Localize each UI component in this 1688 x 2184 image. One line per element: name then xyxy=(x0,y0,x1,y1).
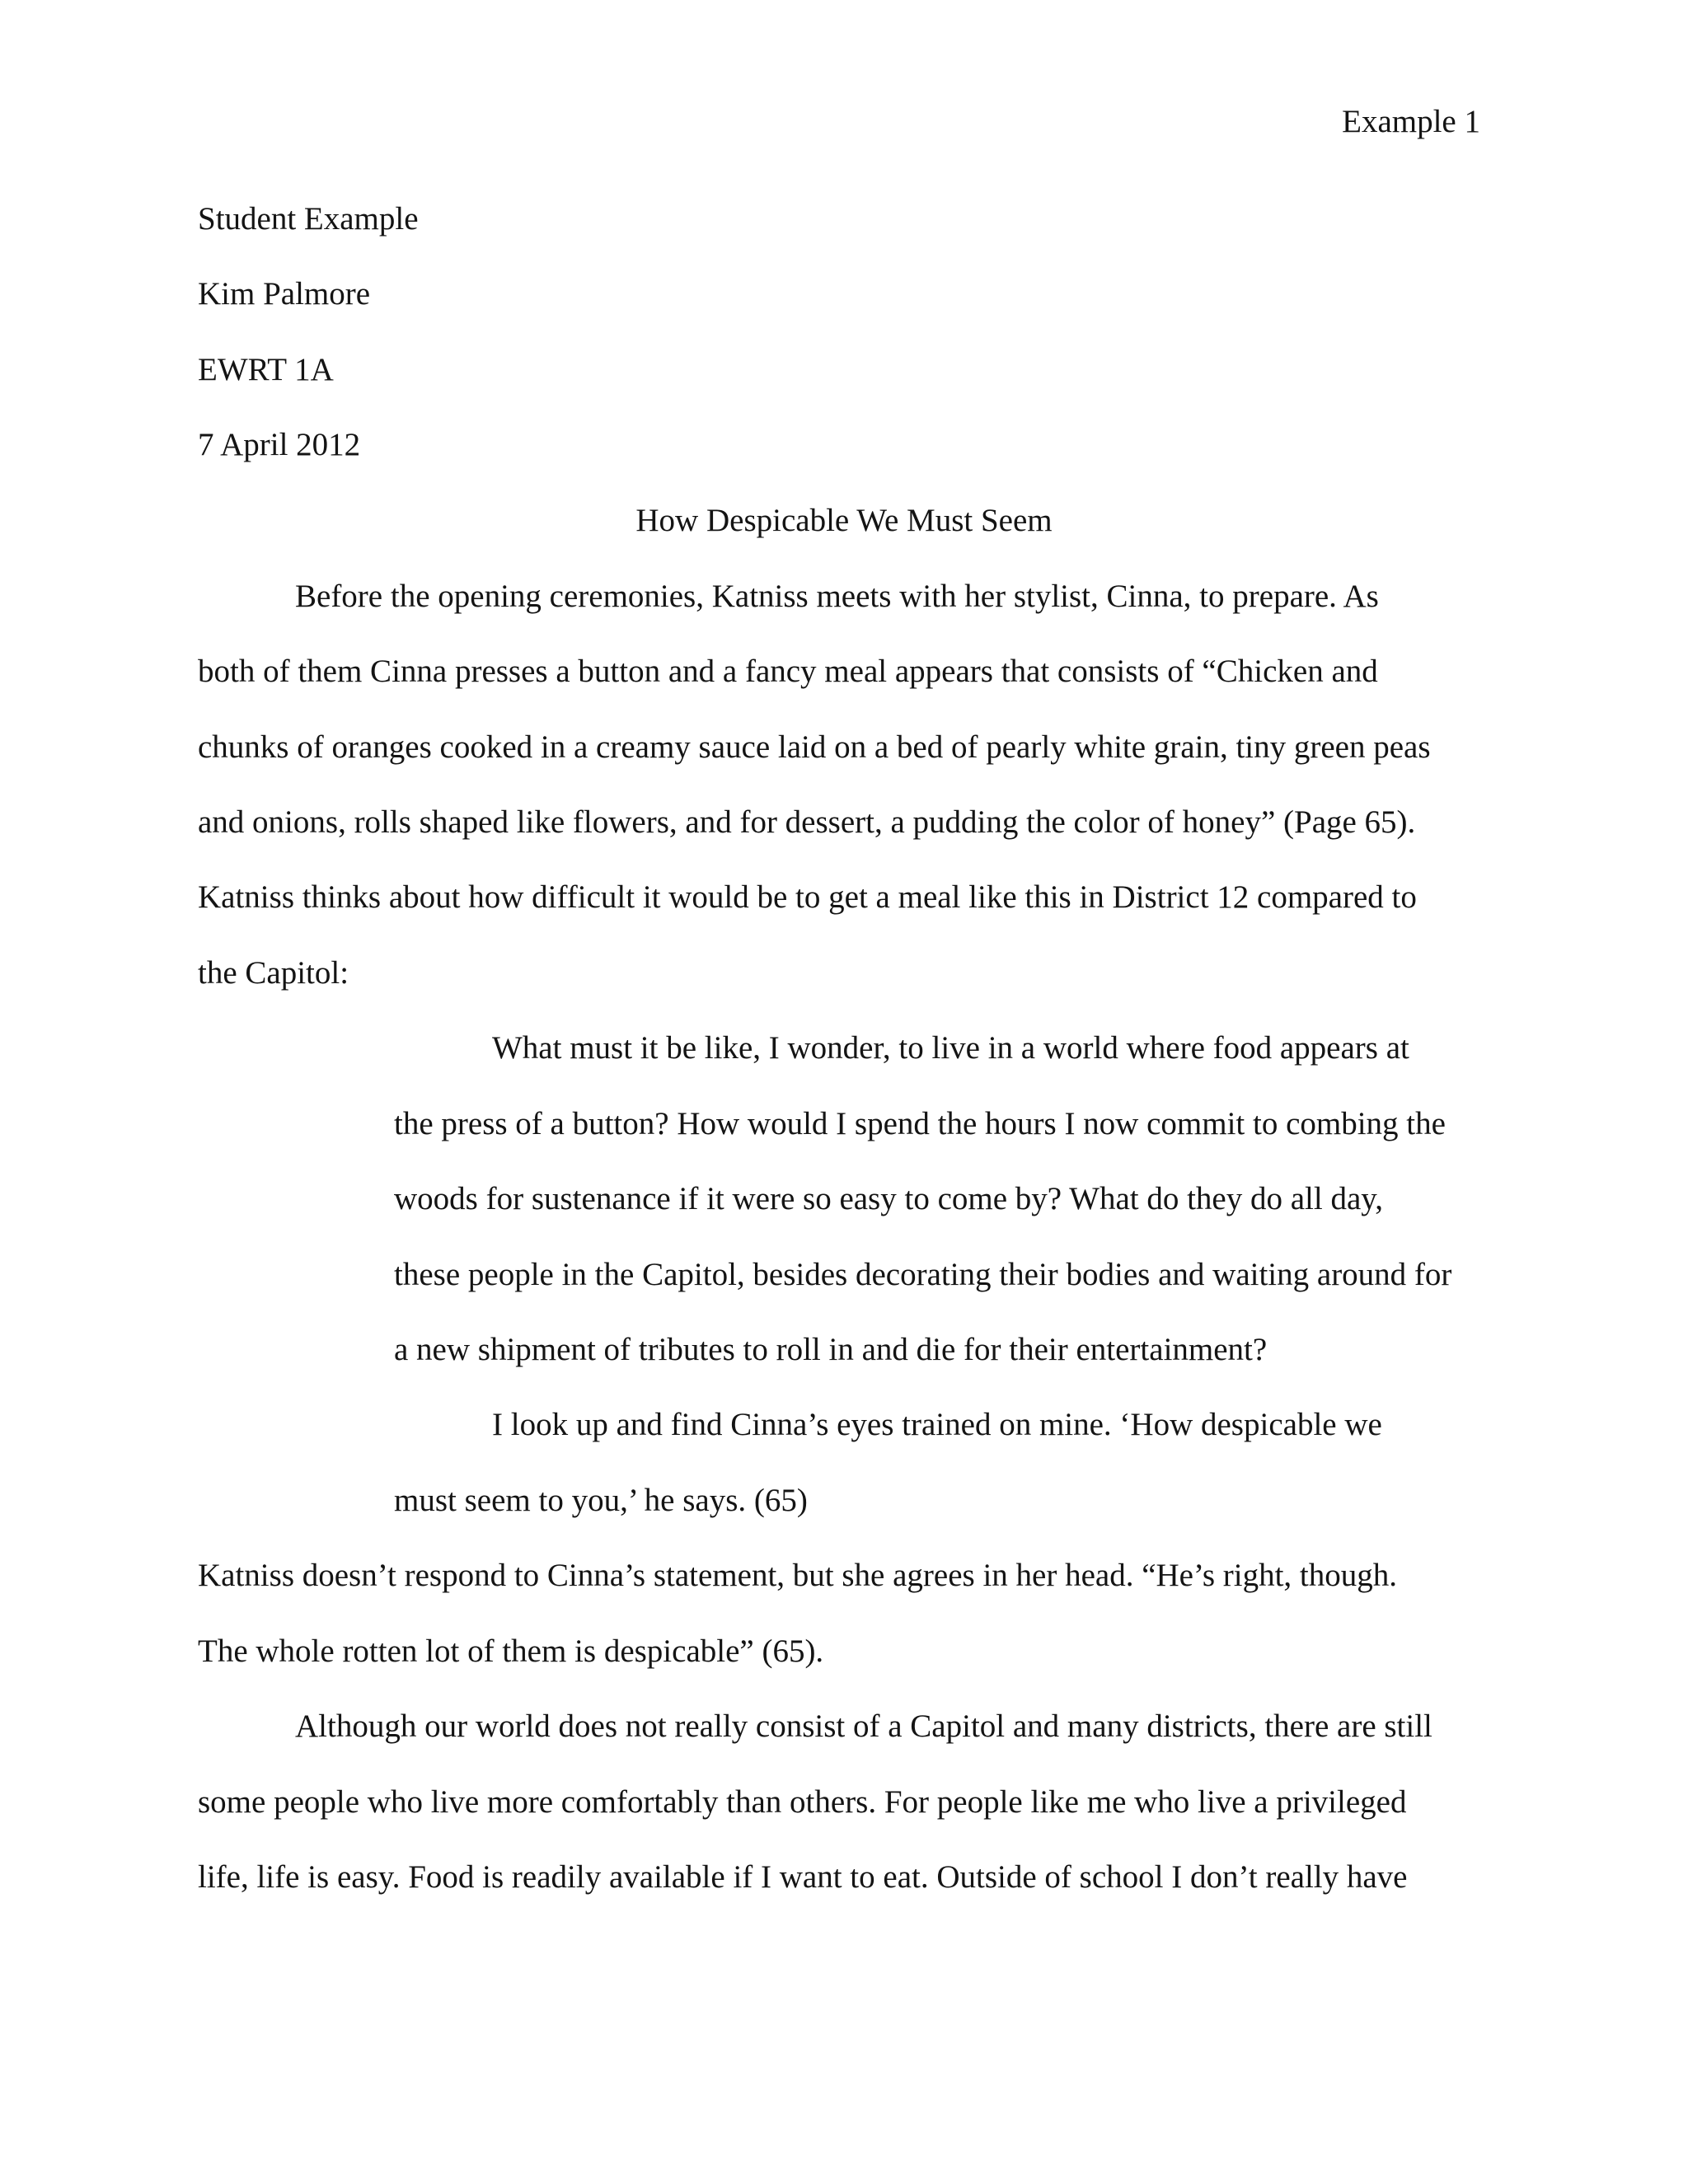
student-name: Student Example xyxy=(198,201,419,237)
block-quote-line: must seem to you,’ he says. (65) xyxy=(394,1483,808,1518)
block-quote-line: What must it be like, I wonder, to live in a world where food appears at xyxy=(492,1030,1409,1066)
essay-date: 7 April 2012 xyxy=(198,427,361,462)
block-quote-line: these people in the Capitol, besides decorating their bodies and waiting around for xyxy=(394,1257,1452,1292)
paragraph-line: the Capitol: xyxy=(198,955,349,991)
block-quote-line: woods for sustenance if it were so easy to come by? What do they do all day, xyxy=(394,1181,1383,1216)
instructor-name: Kim Palmore xyxy=(198,276,371,312)
paragraph-line: Although our world does not really consist of a Capitol and many districts, there are still xyxy=(295,1708,1432,1744)
paragraph-line: and onions, rolls shaped like flowers, and for dessert, a pudding the color of honey” (Page 65). xyxy=(198,804,1416,840)
block-quote-line: a new shipment of tributes to roll in and die for their entertainment? xyxy=(394,1332,1268,1367)
running-head: Example 1 xyxy=(1342,104,1480,139)
block-quote-line: the press of a button? How would I spend the hours I now commit to combing the xyxy=(394,1106,1446,1141)
paragraph-line: chunks of oranges cooked in a creamy sauce laid on a bed of pearly white grain, tiny green peas xyxy=(198,729,1431,765)
course-name: EWRT 1A xyxy=(198,352,334,387)
paragraph-line: Katniss doesn’t respond to Cinna’s statement, but she agrees in her head. “He’s right, though. xyxy=(198,1558,1397,1593)
paragraph-line: both of them Cinna presses a button and a fancy meal appears that consists of “Chicken and xyxy=(198,654,1378,689)
paragraph-line: The whole rotten lot of them is despicable” (65). xyxy=(198,1633,824,1669)
block-quote-line: I look up and find Cinna’s eyes trained on mine. ‘How despicable we xyxy=(492,1407,1382,1442)
paragraph-line: Before the opening ceremonies, Katniss meets with her stylist, Cinna, to prepare. As xyxy=(295,579,1379,614)
paragraph-line: Katniss thinks about how difficult it would be to get a meal like this in District 12 compared to xyxy=(198,879,1417,915)
paragraph-line: some people who live more comfortably than others. For people like me who live a privileged xyxy=(198,1784,1407,1820)
paragraph-line: life, life is easy. Food is readily available if I want to eat. Outside of school I don’t really have xyxy=(198,1859,1408,1895)
essay-title: How Despicable We Must Seem xyxy=(635,503,1053,538)
